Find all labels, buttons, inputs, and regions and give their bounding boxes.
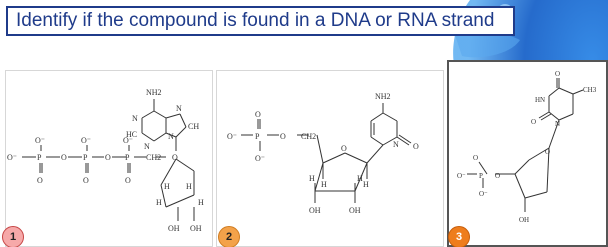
option-3-badge[interactable] [448, 226, 470, 247]
compound-1-h1-label: H [164, 182, 170, 191]
compound-3-o1-label: O [473, 154, 479, 162]
compound-panel-3[interactable] [447, 60, 608, 247]
compound-2-bottom-o-label: O⁻ [255, 154, 265, 163]
compound-2-h2-label: H [363, 180, 369, 189]
compound-3-ring-o-label: O [545, 148, 551, 156]
compound-1-top-o3-label: O⁻ [123, 136, 133, 145]
compound-1-n3-label: N [144, 142, 150, 151]
question-box [6, 6, 515, 36]
compound-1-bottom-o1-label: O [37, 176, 43, 185]
question-text: Identify if the compound is found in a DNA or RNA strand [16, 10, 495, 31]
option-2-number: 2 [225, 231, 233, 243]
option-2-badge[interactable] [218, 226, 240, 247]
compound-2-ominus-label: O⁻ [227, 132, 237, 141]
compound-3-structure [449, 62, 606, 245]
compound-1-ch8-label: CH [188, 122, 200, 131]
compound-1-top-o1-label: O⁻ [35, 136, 45, 145]
compound-2-h3-label: H [309, 174, 315, 183]
compound-1-top-o2-label: O⁻ [81, 136, 91, 145]
compound-1-p3-label: P [125, 153, 130, 162]
compound-3-ch3-label: CH3 [583, 86, 597, 94]
compound-1-bottom-o2-label: O [83, 176, 89, 185]
compound-1-oh1-label: OH [168, 224, 180, 233]
compound-1-o2-label: O [105, 153, 111, 162]
compound-2-top-o-label: O [255, 110, 261, 119]
compound-1-h4-label: H [198, 198, 204, 207]
compound-1-bottom-o3-label: O [125, 176, 131, 185]
compound-2-h4-label: H [357, 174, 363, 183]
compound-panel-1[interactable] [5, 70, 213, 247]
option-3-number: 3 [455, 231, 463, 243]
compound-2-o-carbonyl-label: O [413, 142, 419, 151]
compound-3-o2-label: O [495, 172, 501, 180]
compound-3-o-left-label: O [531, 118, 537, 126]
compound-2-h1-label: H [321, 180, 327, 189]
option-1-badge[interactable] [2, 226, 24, 247]
compound-1-p1-label: P [37, 153, 42, 162]
compound-1-n7-label: N [176, 104, 182, 113]
compound-3-p-label: P [479, 172, 483, 180]
compound-3-ominus2-label: O⁻ [479, 190, 488, 198]
compound-3-hn-label: HN [535, 96, 546, 104]
compound-3-n-label: N [555, 120, 561, 128]
compound-2-structure [217, 71, 445, 247]
compound-2-o-link-label: O [280, 132, 286, 141]
compound-3-oh-label: OH [519, 216, 530, 224]
compound-1-structure [6, 71, 214, 247]
compound-1-hc2-label: HC [126, 130, 138, 139]
compound-2-n-label: N [393, 140, 399, 149]
compound-2-p-label: P [255, 132, 260, 141]
compound-2-ring-o-label: O [341, 144, 347, 153]
compound-1-ch2-label: CH2 [146, 153, 162, 162]
compound-1-o1-label: O [61, 153, 67, 162]
compound-1-n9-label: N [168, 132, 174, 141]
option-1-number: 1 [9, 231, 17, 243]
compound-1-n1-label: N [132, 114, 138, 123]
compound-3-ominus1-label: O⁻ [457, 172, 466, 180]
compound-1-h2-label: H [186, 182, 192, 191]
compound-2-oh2-label: OH [349, 206, 361, 215]
compound-2-oh1-label: OH [309, 206, 321, 215]
compound-1-h3-label: H [156, 198, 162, 207]
compound-1-ominus-label: O⁻ [7, 153, 17, 162]
compound-1-ring-o-label: O [172, 153, 178, 162]
compound-panel-2[interactable] [216, 70, 444, 247]
compound-1-p2-label: P [83, 153, 88, 162]
compound-3-o-top-label: O [555, 70, 561, 78]
compound-2-ch2-label: CH2 [301, 132, 317, 141]
compound-1-oh2-label: OH [190, 224, 202, 233]
compound-1-nh2-label: NH2 [146, 88, 162, 97]
compound-2-nh2-label: NH2 [375, 92, 391, 101]
